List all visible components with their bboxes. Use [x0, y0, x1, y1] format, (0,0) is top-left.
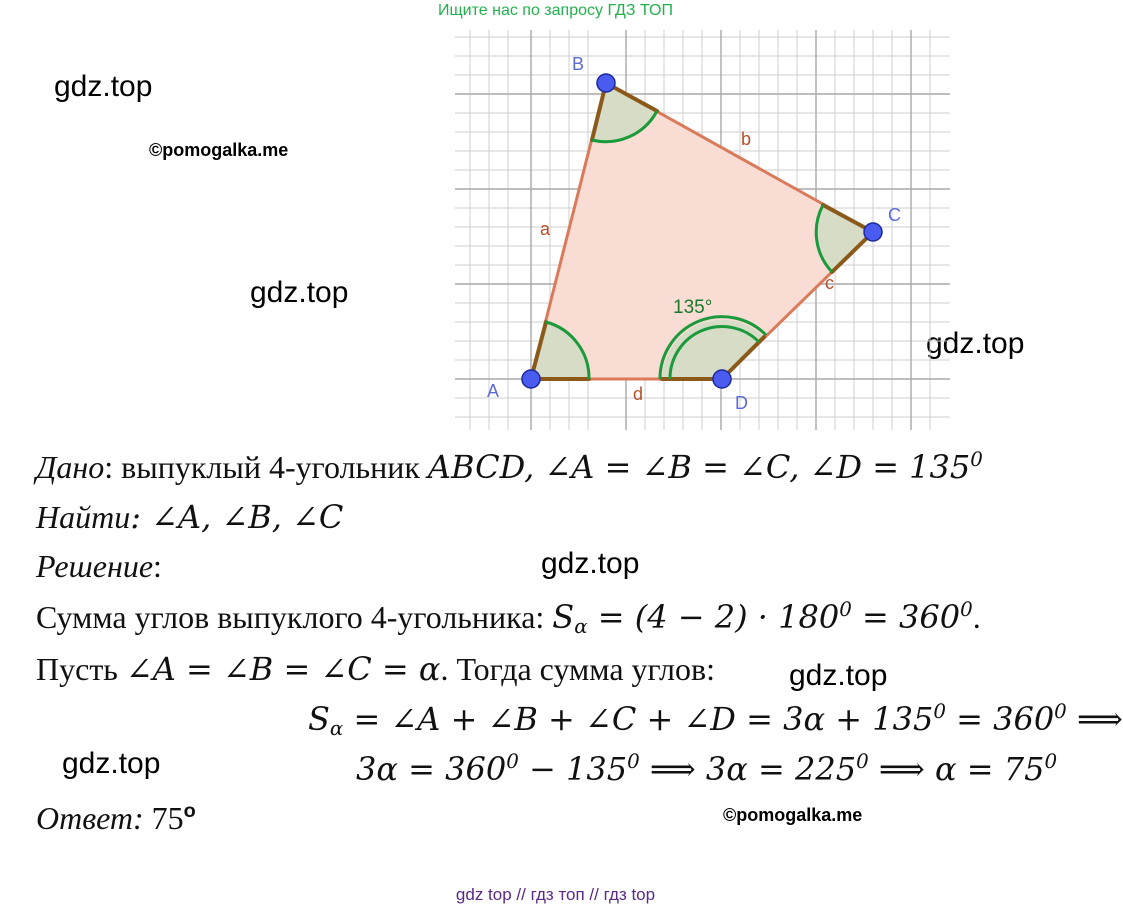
eq2-a: 3α = 360 — [356, 750, 507, 788]
eq1-sub: α — [329, 716, 344, 740]
find-line — [36, 498, 343, 536]
sum-text: Сумма углов выпуклого 4-угольника: — [36, 599, 553, 635]
degree-mark: 0 — [933, 700, 946, 724]
solution-line — [36, 548, 162, 585]
equation-2 — [356, 750, 1057, 788]
given-math-figure: ABCD — [427, 448, 525, 486]
sum-end: . — [972, 599, 981, 635]
watermark-pomogalka: ©pomogalka.me — [723, 805, 863, 825]
footer-links[interactable]: gdz top // гдз топ // гдз top — [455, 885, 656, 904]
given-body: : выпуклый 4-угольник — [104, 449, 428, 485]
sum-eq-1: = (4 − 2) · 180 — [587, 598, 840, 636]
sum-s: S — [552, 598, 575, 636]
eq2-c: ⟹ 3α = 225 — [639, 750, 857, 788]
degree-mark: 0 — [970, 448, 983, 472]
find-math: : ∠A, ∠B, ∠C — [130, 498, 344, 536]
given-label: Дано — [36, 449, 105, 485]
point-d — [713, 370, 731, 388]
eq1-s: S — [308, 700, 330, 738]
degree-mark: 0 — [627, 750, 640, 774]
eq1-a: = ∠A + ∠B + ∠C + ∠D = 3α + 135 — [343, 700, 934, 738]
solution-colon: : — [153, 548, 162, 584]
side-label-d: d — [633, 384, 644, 404]
quadrilateral-figure — [455, 30, 950, 430]
let-math: ∠A = ∠B = ∠C = α — [125, 650, 441, 688]
let-line — [36, 650, 715, 688]
vertex-label-c: C — [888, 205, 901, 225]
degree-mark: o — [183, 800, 196, 823]
vertex-label-a: A — [487, 381, 500, 401]
degree-mark: 0 — [1054, 700, 1067, 724]
point-a — [522, 370, 540, 388]
watermark-gdz: gdz.top — [541, 547, 640, 580]
side-label-a: a — [540, 219, 551, 239]
find-label: Найти — [36, 499, 131, 535]
side-label-b: b — [741, 129, 752, 149]
watermark-gdz: gdz.top — [62, 747, 161, 780]
point-c — [864, 223, 882, 241]
let-text-2: . Тогда сумма углов: — [440, 651, 715, 687]
watermark-gdz: gdz.top — [250, 276, 349, 309]
degree-mark: 0 — [1044, 750, 1058, 774]
degree-mark: 0 — [839, 598, 852, 622]
sum-line — [36, 598, 981, 636]
top-banner[interactable]: Ищите нас по запросу ГДЗ ТОП — [438, 2, 673, 19]
answer-line — [36, 800, 196, 837]
degree-mark: 0 — [960, 598, 973, 622]
vertex-label-d: D — [735, 393, 748, 413]
watermark-pomogalka: ©pomogalka.me — [149, 140, 289, 160]
degree-mark: 0 — [856, 750, 869, 774]
let-text-1: Пусть — [36, 651, 126, 687]
eq2-b: − 135 — [518, 750, 628, 788]
given-line — [36, 448, 983, 486]
side-label-c: c — [825, 273, 834, 293]
eq2-d: ⟹ α = 75 — [868, 750, 1045, 788]
given-math-angles: , ∠A = ∠B = ∠C, ∠D = 135 — [524, 448, 971, 486]
watermark-gdz: gdz.top — [54, 70, 153, 103]
answer-value: 75 — [143, 800, 184, 836]
answer-label: Ответ: — [36, 800, 144, 836]
sum-eq-2: = 360 — [851, 598, 961, 636]
degree-mark: 0 — [506, 750, 519, 774]
point-b — [597, 74, 615, 92]
equation-1 — [308, 700, 1123, 738]
sum-sub: α — [574, 614, 588, 638]
solution-label: Решение — [36, 548, 154, 584]
watermark-gdz: gdz.top — [789, 659, 888, 692]
vertex-label-b: B — [572, 54, 585, 74]
eq1-arrow: ⟹ — [1066, 700, 1123, 738]
angle-label-d: 135° — [673, 297, 713, 318]
watermark-gdz: gdz.top — [926, 327, 1025, 360]
eq1-b: = 360 — [945, 700, 1055, 738]
